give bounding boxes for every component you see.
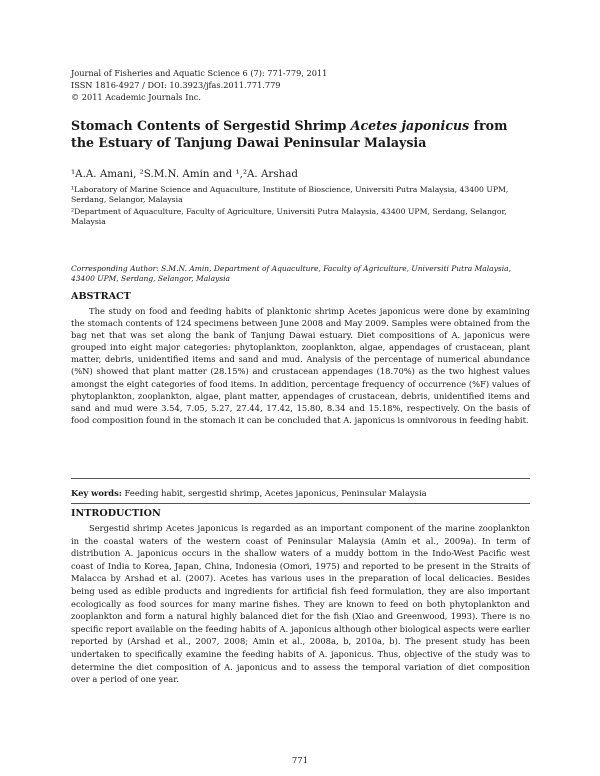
affiliation-1: ¹Laboratory of Marine Science and Aquaculture, Institute of Bioscience, Universiti Putra Malaysia, 43400 UPM, Serdang, Selangor, Malaysia (71, 185, 509, 205)
journal-citation: Journal of Fisheries and Aquatic Science 6 (7): 771-779, 2011 (71, 68, 328, 78)
abstract-divider-bottom (71, 503, 530, 504)
journal-copyright: © 2011 Academic Journals Inc. (71, 92, 201, 102)
journal-issn-doi: ISSN 1816-4927 / DOI: 10.3923/jfas.2011.771.779 (71, 80, 281, 90)
keywords-text: Feeding habit, sergestid shrimp, Acetes japonicus, Peninsular Malaysia (121, 488, 427, 498)
introduction-text: Sergestid shrimp Acetes japonicus is regarded as an important component of the marine zooplankton in the coastal waters of the western coast of Peninsular Malaysia (Amin et al., 2009a). In term of distribution A. japonicus occurs in the shallow waters of a muddy bottom in the Indo-West Pacific west coast of India to Korea, Japan, China, Indonesia (Omori, 1975) and reported to be present in the Straits of Malacca by Arshad et al. (2007). Acetes has various uses in the preparation of local delicacies. Besides being used as edible products and ingredients for artificial fish feed formulation, they are also important ecologically as food sources for many marine fishes. They are known to feed on both phytoplankton and zooplankton and form a natural highly balanced diet for the fish (Xiao and Greenwood, 1993). There is no specific report available on the feeding habits of A. japonicus although other biological aspects were earlier reported by (Arshad et al., 2007, 2008; Amin et al., 2008a, b, 2010a, b). The present study has been undertaken to specifically examine the feeding habits of A. japonicus. Thus, objective of the study was to determine the diet composition of A. japonicus and to assess the temporal variation of diet composition over a period of one year. (71, 523, 530, 685)
introduction-heading: INTRODUCTION (71, 508, 161, 519)
abstract-text: The study on food and feeding habits of planktonic shrimp Acetes japonicus were done by examining the stomach contents of 124 specimens between June 2008 and May 2009. Samples were obtained from the bag net that was set along the bank of Tanjung Dawai estuary. Diet compositions of A. japonicus were grouped into eight major categories: phytoplankton, zooplankton, algae, appendages of crustacean, plant matter, debris, unidentified items and sand and mud. Analysis of the percentage of numerical abundance (%N) showed that plant matter (28.15%) and crustacean appendages (18.70%) as the two highest values amongst the eight categories of food items. In addition, percentage frequency of occurrence (%F) values of phytoplankton, zooplankton, algae, plant matter, appendages of crustacean, debris, unidentified items and sand and mud were 3.54, 7.05, 5.27, 27.44, 17.42, 15.80, 8.34 and 15.18%, respectively. On the basis of food composition found in the stomach it can be concluded that A. japonicus is omnivorous in feeding habit. (71, 306, 530, 425)
keywords (71, 488, 531, 499)
keywords-label: Key words: (71, 488, 122, 498)
abstract-divider-top (71, 478, 530, 479)
title-part-2: from the Estuary of Tanjung Dawai Peninsular Malaysia (71, 118, 508, 150)
corresponding-author: Corresponding Author: S.M.N. Amin, Department of Aquaculture, Faculty of Agriculture, Universiti Putra Malaysia, 43400 UPM, Serdang, Selangor, Malaysia (71, 264, 511, 284)
page-number: 771 (291, 756, 309, 766)
abstract-heading: ABSTRACT (71, 291, 131, 302)
title-part-1: Stomach Contents of Sergestid Shrimp (71, 118, 351, 133)
affiliation-2: ²Department of Aquaculture, Faculty of Agriculture, Universiti Putra Malaysia, 43400 UPM, Serdang, Selangor, Malaysia (71, 207, 507, 227)
title-species: Acetes japonicus (350, 118, 470, 133)
author-list: ¹A.A. Amani, ²S.M.N. Amin and ¹,²A. Arshad (71, 168, 298, 180)
paper-title (71, 118, 531, 151)
